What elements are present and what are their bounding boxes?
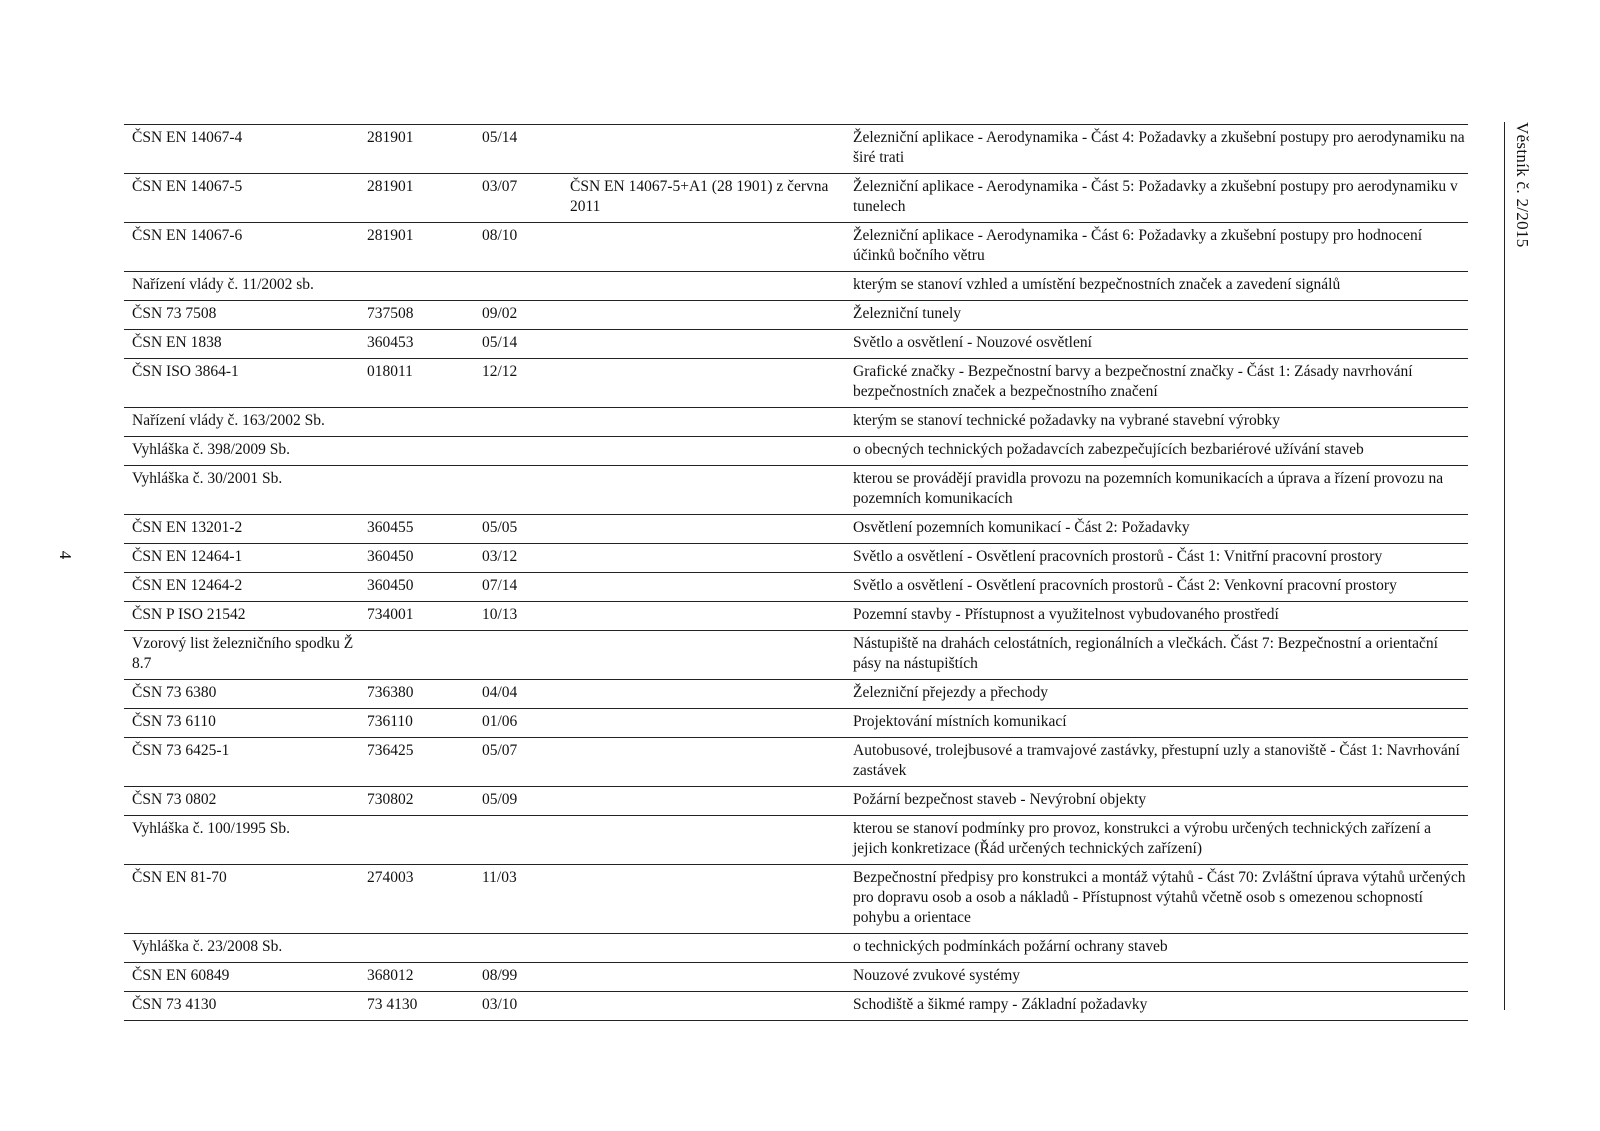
date-cell: 08/99 <box>482 967 518 984</box>
designation-cell: ČSN EN 14067-6 <box>132 227 243 244</box>
date-cell: 03/07 <box>482 178 518 195</box>
table-row <box>124 631 1468 680</box>
replaced-by-cell <box>562 631 853 680</box>
class-code-cell: 360453 <box>367 334 414 351</box>
designation-cell: ČSN EN 13201-2 <box>132 519 243 536</box>
table-row <box>124 301 1468 330</box>
class-code-cell: 360450 <box>367 548 414 565</box>
replaced-by-cell <box>562 272 853 301</box>
replaced-by-cell <box>562 963 853 992</box>
date-cell: 07/14 <box>482 577 518 594</box>
table-row <box>124 963 1468 992</box>
replaced-by-cell <box>562 301 853 330</box>
designation-cell: ČSN EN 14067-5 <box>132 178 243 195</box>
title-cell: Autobusové, trolejbusové a tramvajové zastávky, přestupní uzly a stanoviště - Část 1: Navrhování zastávek <box>853 742 1460 779</box>
class-code-cell: 018011 <box>367 363 413 380</box>
title-cell: Schodiště a šikmé rampy - Základní požadavky <box>853 996 1148 1013</box>
designation-cell: ČSN EN 12464-1 <box>132 548 243 565</box>
designation-cell: ČSN 73 0802 <box>132 791 217 808</box>
class-code-cell: 734001 <box>367 606 414 623</box>
designation-cell: ČSN 73 4130 <box>132 996 217 1013</box>
title-cell: o technických podmínkách požární ochrany staveb <box>853 938 1168 955</box>
class-code-cell <box>359 934 474 963</box>
designation-cell: ČSN 73 7508 <box>132 305 217 322</box>
title-cell: Světlo a osvětlení - Osvětlení pracovních prostorů - Část 1: Vnitřní pracovní prostory <box>853 548 1383 565</box>
table-row <box>124 573 1468 602</box>
class-code-cell: 281901 <box>367 227 414 244</box>
class-code-cell: 736380 <box>367 684 414 701</box>
table-row <box>124 934 1468 963</box>
designation-cell: Vyhláška č. 100/1995 Sb. <box>132 820 291 837</box>
title-cell: Světlo a osvětlení - Osvětlení pracovních prostorů - Část 2: Venkovní pracovní prostory <box>853 577 1397 594</box>
replaced-by-cell <box>562 992 853 1021</box>
class-code-cell: 368012 <box>367 967 414 984</box>
class-code-cell: 274003 <box>367 869 414 886</box>
title-cell: Osvětlení pozemních komunikací - Část 2: Požadavky <box>853 519 1190 536</box>
title-cell: Grafické značky - Bezpečnostní barvy a bezpečnostní značky - Část 1: Zásady navrhování bezpečnostních značek a bezpečnostního značení <box>853 363 1413 400</box>
replaced-by-cell <box>562 816 853 865</box>
replaced-by-cell <box>562 709 853 738</box>
replaced-by-cell <box>562 330 853 359</box>
table-row <box>124 709 1468 738</box>
designation-cell: Vzorový list železničního spodku Ž 8.7 <box>132 635 354 672</box>
replaced-by-cell <box>562 437 853 466</box>
title-cell: Železniční přejezdy a přechody <box>853 684 1048 701</box>
replaced-by-cell <box>562 223 853 272</box>
title-cell: Železniční aplikace - Aerodynamika - Část 6: Požadavky a zkušební postupy pro hodnocení účinků bočního větru <box>853 227 1423 264</box>
class-code-cell <box>359 437 474 466</box>
designation-cell: Nařízení vlády č. 163/2002 Sb. <box>132 412 325 429</box>
date-cell: 05/14 <box>482 334 518 351</box>
class-code-cell <box>359 816 474 865</box>
designation-cell: Vyhláška č. 30/2001 Sb. <box>132 470 283 487</box>
class-code-cell: 360450 <box>367 577 414 594</box>
table-row <box>124 544 1468 573</box>
class-code-cell: 737508 <box>367 305 414 322</box>
table-row <box>124 992 1468 1021</box>
date-cell: 05/14 <box>482 129 518 146</box>
date-cell <box>474 437 562 466</box>
date-cell: 09/02 <box>482 305 518 322</box>
title-cell: Nouzové zvukové systémy <box>853 967 1021 984</box>
replaced-by-cell <box>562 125 853 174</box>
title-cell: o obecných technických požadavcích zabezpečujících bezbariérové užívání staveb <box>853 441 1364 458</box>
class-code-cell <box>359 272 474 301</box>
date-cell <box>474 272 562 301</box>
date-cell: 03/10 <box>482 996 518 1013</box>
title-cell: kterým se stanoví vzhled a umístění bezpečnostních značek a zavedení signálů <box>853 276 1341 293</box>
replaced-by-cell: ČSN EN 14067-5+A1 (28 1901) z června 2011 <box>570 178 829 215</box>
designation-cell: ČSN P ISO 21542 <box>132 606 246 623</box>
designation-cell: ČSN EN 81-70 <box>132 869 227 886</box>
replaced-by-cell <box>562 515 853 544</box>
title-cell: Projektování místních komunikací <box>853 713 1067 730</box>
page-number: 4 <box>56 550 75 560</box>
title-cell: kterou se provádějí pravidla provozu na pozemních komunikacích a úprava a řízení provozu na pozemních komunikacích <box>853 470 1444 507</box>
class-code-cell <box>359 408 474 437</box>
date-cell: 08/10 <box>482 227 518 244</box>
date-cell: 05/09 <box>482 791 518 808</box>
replaced-by-cell <box>562 544 853 573</box>
title-cell: Bezpečnostní předpisy pro konstrukci a montáž výtahů - Část 70: Zvláštní úprava výtahů určených pro dopravu osob a osob a nákladů - Přístupnost výtahů včetně osob s omezenou schopností pohybu a orientace <box>853 869 1466 926</box>
class-code-cell <box>359 466 474 515</box>
running-header: Věstník č. 2/2015 <box>1513 122 1532 248</box>
table-row <box>124 787 1468 816</box>
title-cell: Nástupiště na drahách celostátních, regionálních a vlečkách. Část 7: Bezpečnostní a orientační pásy na nástupištích <box>853 635 1438 672</box>
table-row <box>124 466 1468 515</box>
table-row <box>124 125 1468 174</box>
designation-cell: Vyhláška č. 23/2008 Sb. <box>132 938 283 955</box>
class-code-cell: 730802 <box>367 791 414 808</box>
table-row <box>124 272 1468 301</box>
replaced-by-cell <box>562 680 853 709</box>
designation-cell: ČSN EN 14067-4 <box>132 129 243 146</box>
designation-cell: ČSN 73 6110 <box>132 713 216 730</box>
replaced-by-cell <box>562 865 853 934</box>
class-code-cell <box>359 631 474 680</box>
designation-cell: ČSN 73 6380 <box>132 684 217 701</box>
designation-cell: ČSN ISO 3864-1 <box>132 363 239 380</box>
date-cell: 10/13 <box>482 606 518 623</box>
table-row <box>124 359 1468 408</box>
table-row <box>124 738 1468 787</box>
title-cell: Pozemní stavby - Přístupnost a využitelnost vybudovaného prostředí <box>853 606 1279 623</box>
replaced-by-cell <box>562 359 853 408</box>
class-code-cell: 281901 <box>367 178 414 195</box>
standards-table <box>124 124 1468 1021</box>
date-cell <box>474 631 562 680</box>
date-cell: 04/04 <box>482 684 518 701</box>
date-cell: 12/12 <box>482 363 518 380</box>
title-cell: Světlo a osvětlení - Nouzové osvětlení <box>853 334 1092 351</box>
class-code-cell: 73 4130 <box>367 996 418 1013</box>
replaced-by-cell <box>562 787 853 816</box>
side-rule <box>1504 122 1505 1010</box>
date-cell <box>474 408 562 437</box>
replaced-by-cell <box>562 738 853 787</box>
title-cell: Železniční tunely <box>853 305 962 322</box>
table-row <box>124 680 1468 709</box>
table-row <box>124 602 1468 631</box>
table-row <box>124 437 1468 466</box>
class-code-cell: 360455 <box>367 519 414 536</box>
table-row <box>124 816 1468 865</box>
table-row <box>124 865 1468 934</box>
designation-cell: ČSN 73 6425-1 <box>132 742 230 759</box>
title-cell: kterou se stanoví podmínky pro provoz, konstrukci a výrobu určených technických zařízení a jejich konkretizace (Řád určených technických zařízení) <box>853 820 1432 857</box>
class-code-cell: 281901 <box>367 129 414 146</box>
title-cell: Železniční aplikace - Aerodynamika - Část 4: Požadavky a zkušební postupy pro aerodynamiku na širé trati <box>853 129 1465 166</box>
class-code-cell: 736425 <box>367 742 414 759</box>
replaced-by-cell <box>562 466 853 515</box>
designation-cell: ČSN EN 1838 <box>132 334 222 351</box>
replaced-by-cell <box>562 408 853 437</box>
date-cell: 05/07 <box>482 742 518 759</box>
replaced-by-cell <box>562 573 853 602</box>
replaced-by-cell <box>562 934 853 963</box>
designation-cell: Vyhláška č. 398/2009 Sb. <box>132 441 291 458</box>
replaced-by-cell <box>562 602 853 631</box>
designation-cell: ČSN EN 60849 <box>132 967 230 984</box>
date-cell: 03/12 <box>482 548 518 565</box>
table-row <box>124 408 1468 437</box>
table-row <box>124 515 1468 544</box>
date-cell <box>474 466 562 515</box>
standards-table-body <box>124 125 1468 1021</box>
date-cell <box>474 816 562 865</box>
title-cell: Požární bezpečnost staveb - Nevýrobní objekty <box>853 791 1147 808</box>
title-cell: kterým se stanoví technické požadavky na vybrané stavební výrobky <box>853 412 1280 429</box>
designation-cell: Nařízení vlády č. 11/2002 sb. <box>132 276 314 293</box>
table-row <box>124 174 1468 223</box>
date-cell: 05/05 <box>482 519 518 536</box>
designation-cell: ČSN EN 12464-2 <box>132 577 243 594</box>
class-code-cell: 736110 <box>367 713 413 730</box>
date-cell: 11/03 <box>482 869 517 886</box>
date-cell <box>474 934 562 963</box>
title-cell: Železniční aplikace - Aerodynamika - Část 5: Požadavky a zkušební postupy pro aerodynamiku v tunelech <box>853 178 1458 215</box>
table-row <box>124 330 1468 359</box>
date-cell: 01/06 <box>482 713 518 730</box>
table-row <box>124 223 1468 272</box>
